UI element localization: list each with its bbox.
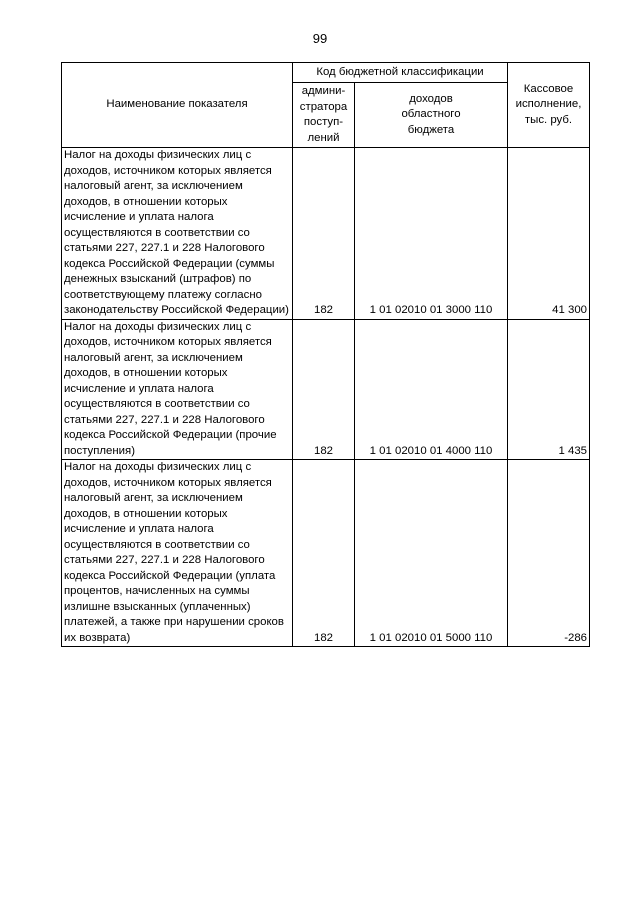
header-revenue-code: доходов областного бюджета	[355, 83, 508, 148]
row-cash-execution: 1 435	[508, 319, 590, 460]
table-row	[62, 148, 590, 320]
header-indicator-name: Наименование показателя	[62, 63, 293, 148]
header-classification-code: Код бюджетной классификации	[293, 63, 508, 83]
row-indicator-name: Налог на доходы физических лиц с доходов, источником которых является налоговый агент, за исключением доходов, в отношении которых исчисление и уплата налога осуществляются в соответствии со статьями 227, 227.1 и 228 Налогового кодекса Российской Федерации (уплата процентов, начисленных на суммы излишне взысканных (уплаченных) платежей, а также при нарушении сроков их возврата)	[62, 460, 293, 647]
table-row	[62, 319, 590, 460]
row-revenue-code: 1 01 02010 01 3000 110	[355, 148, 508, 320]
budget-revenue-table	[61, 62, 590, 647]
header-cash-execution: Кассовое исполнение, тыс. руб.	[508, 63, 590, 148]
row-administrator-code: 182	[293, 148, 355, 320]
row-revenue-code: 1 01 02010 01 4000 110	[355, 319, 508, 460]
row-administrator-code: 182	[293, 460, 355, 647]
row-cash-execution: -286	[508, 460, 590, 647]
row-indicator-name: Налог на доходы физических лиц с доходов, источником которых является налоговый агент, за исключением доходов, в отношении которых исчисление и уплата налога осуществляются в соответствии со статьями 227, 227.1 и 228 Налогового кодекса Российской Федерации (суммы денежных взысканий (штрафов) по соответствующему платежу согласно законодательству Российской Федерации)	[62, 148, 293, 320]
row-administrator-code: 182	[293, 319, 355, 460]
row-cash-execution: 41 300	[508, 148, 590, 320]
table-row	[62, 460, 590, 647]
row-revenue-code: 1 01 02010 01 5000 110	[355, 460, 508, 647]
header-administrator: админи- стратора поступ- лений	[293, 83, 355, 148]
page-number: 99	[312, 31, 328, 46]
row-indicator-name: Налог на доходы физических лиц с доходов, источником которых является налоговый агент, за исключением доходов, в отношении которых исчисление и уплата налога осуществляются в соответствии со статьями 227, 227.1 и 228 Налогового кодекса Российской Федерации (прочие поступления)	[62, 319, 293, 460]
table-header-row-1	[62, 63, 590, 83]
